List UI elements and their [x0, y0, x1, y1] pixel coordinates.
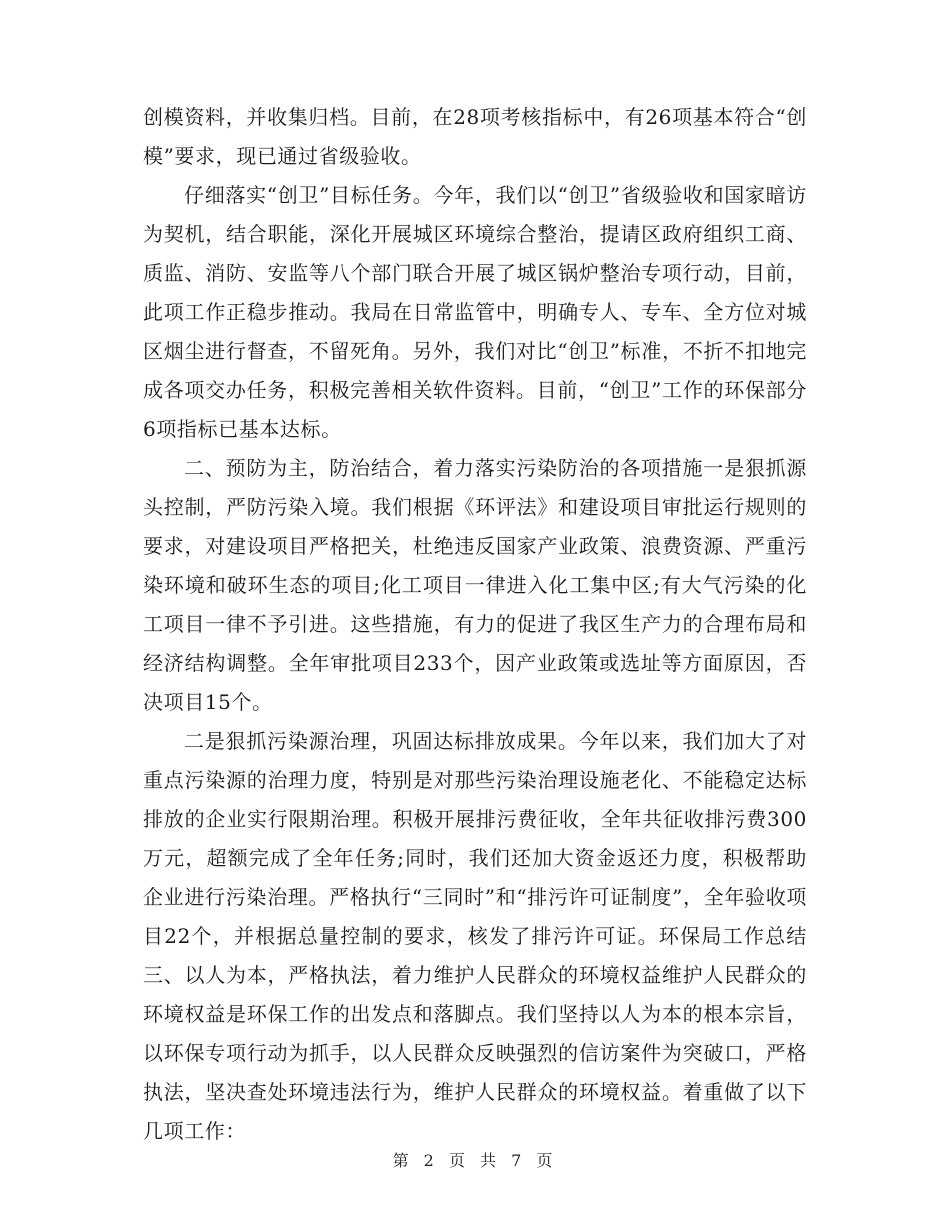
- paragraph-pollution-control: 二是狠抓污染源治理，巩固达标排放成果。今年以来，我们加大了对重点污染源的治理力度，特别是对那些污染治理设施老化、不能稳定达标排放的企业实行限期治理。积极开展排污费征收，全年共征收排污费300万元，超额完成了全年任务;同时，我们还加大资金返还力度，积极帮助企业进行污染治理。严格执行“三同时”和“排污许可证制度”，全年验收项目22个，并根据总量控制的要求，核发了排污许可证。环保局工作总结三、以人为本，严格执法，着力维护人民群众的环境权益维护人民群众的环境权益是环保工作的出发点和落脚点。我们坚持以人为本的根本宗旨，以环保专项行动为抓手，以人民群众反映强烈的信访案件为突破口，严格执法，坚决查处环境违法行为，维护人民群众的环境权益。着重做了以下几项工作：: [143, 729, 807, 1143]
- paragraph-continuation: 创模资料，并收集归档。目前，在28项考核指标中，有26项基本符合“创模”要求，现已通过省级验收。: [143, 105, 807, 168]
- paragraph-prevention: 二、预防为主，防治结合，着力落实污染防治的各项措施一是狠抓源头控制，严防污染入境。我们根据《环评法》和建设项目审批运行规则的要求，对建设项目严格把关，杜绝违反国家产业政策、浪费资源、严重污染环境和破环生态的项目;化工项目一律进入化工集中区;有大气污染的化工项目一律不予引进。这些措施，有力的促进了我区生产力的合理布局和经济结构调整。全年审批项目233个，因产业政策或选址等方面原因，否决项目15个。: [143, 456, 807, 714]
- document-body: [143, 98, 807, 1151]
- paragraph-chuangwei: 仔细落实“创卫”目标任务。今年，我们以“创卫”省级验收和国家暗访为契机，结合职能，深化开展城区环境综合整治，提请区政府组织工商、质监、消防、安监等八个部门联合开展了城区锅炉整治专项行动，目前，此项工作正稳步推动。我局在日常监管中，明确专人、专车、全方位对城区烟尘进行督查，不留死角。另外，我们对比“创卫”标准，不折不扣地完成各项交办任务，积极完善相关软件资料。目前，“创卫”工作的环保部分6项指标已基本达标。: [143, 183, 807, 441]
- page-footer: 第 2 页 共 7 页: [392, 1151, 558, 1170]
